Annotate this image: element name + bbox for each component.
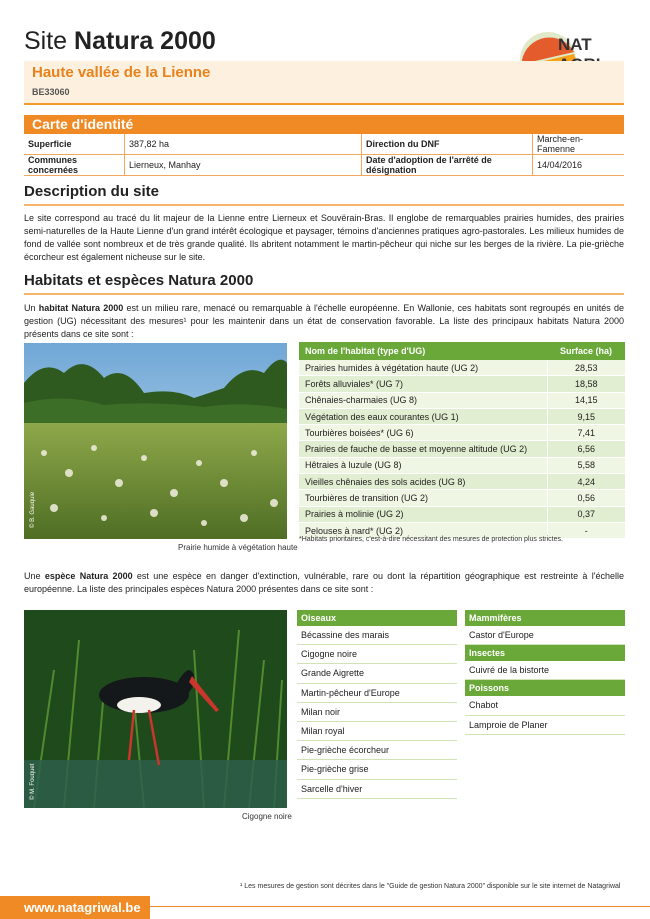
habitat-surface: 5,58 (547, 457, 625, 473)
list-item: Martin-pêcheur d'Europe (297, 684, 457, 703)
site-name: Haute vallée de la Lienne (32, 64, 211, 81)
habitat-surface: 28,53 (547, 360, 625, 376)
divider (150, 906, 650, 907)
identity-table (24, 134, 624, 176)
table-row (299, 408, 625, 424)
header-habitat-name: Nom de l'habitat (type d'UG) (299, 342, 547, 360)
habitat-name: Pelouses à nard* (UG 2) (299, 522, 547, 538)
table-row (299, 474, 625, 490)
black-stork-photo (24, 610, 287, 808)
website-link[interactable]: www.natagriwal.be (24, 900, 141, 915)
table-row (24, 134, 624, 155)
habitats-table (299, 342, 625, 539)
oiseaux-heading: Oiseaux (297, 610, 457, 626)
oiseaux-list (297, 610, 457, 799)
list-item: Milan royal (297, 722, 457, 741)
list-item: Castor d'Europe (465, 626, 625, 645)
habitat-name: Hêtraies à luzule (UG 8) (299, 457, 547, 473)
other-species-list (465, 610, 625, 735)
table-row (299, 392, 625, 408)
svg-text:© B. Gauquie: © B. Gauquie (30, 491, 36, 528)
table-row (299, 360, 625, 376)
table-row (24, 155, 624, 176)
photo-caption: Cigogne noire (242, 812, 292, 821)
page-title: Site Natura 2000 (24, 27, 216, 55)
table-row (299, 457, 625, 473)
photo-caption: Prairie humide à végétation haute (178, 543, 298, 552)
value-communes: Lierneux, Manhay (125, 155, 362, 176)
list-item: Chabot (465, 696, 625, 715)
label-communes: Communes concernées (24, 155, 125, 176)
mammiferes-heading: Mammifères (465, 610, 625, 626)
list-item: Cuivré de la bistorte (465, 661, 625, 680)
label-superficie: Superficie (24, 134, 125, 155)
table-row (299, 490, 625, 506)
habitat-name: Prairies à molinie (UG 2) (299, 506, 547, 522)
habitat-name: Tourbières de transition (UG 2) (299, 490, 547, 506)
list-item: Pie-grièche grise (297, 760, 457, 779)
habitat-surface: 18,58 (547, 376, 625, 392)
habitat-surface: 0,56 (547, 490, 625, 506)
table-header-row (299, 342, 625, 360)
habitat-name: Prairies de fauche de basse et moyenne altitude (UG 2) (299, 441, 547, 457)
list-item: Sarcelle d'hiver (297, 780, 457, 799)
habitat-surface: 4,24 (547, 474, 625, 490)
site-code: BE33060 (32, 87, 70, 97)
habitat-name: Chênaies-charmaies (UG 8) (299, 392, 547, 408)
habitats-intro: Un habitat Natura 2000 est un milieu rare, menacé ou remarquable à l'échelle européenne. En Wallonie, ces habitats sont regroupés en unités de gestion (UG) nécessitant des mesures¹ pour les maintenir dans un état de conservation favorable. La liste des principaux habitats Natura 2000 présents dans ce site sont : (24, 303, 624, 339)
especes-intro: Une espèce Natura 2000 est une espèce en danger d'extinction, vulnérable, rare ou dont la répartition géographique est restreinte à l'échelle européenne. La liste des principales espèces Natura 2000 présentes dans ce site sont : (24, 571, 624, 594)
table-row (299, 441, 625, 457)
habitat-name: Vieilles chênaies des sols acides (UG 8) (299, 474, 547, 490)
value-superficie: 387,82 ha (125, 134, 362, 155)
svg-text:NAT: NAT (558, 35, 592, 54)
habitat-name: Prairies humides à végétation haute (UG 2) (299, 360, 547, 376)
habitat-surface: 9,15 (547, 408, 625, 424)
habitat-surface: 0,37 (547, 506, 625, 522)
footer-note: ¹ Les mesures de gestion sont décrites dans le "Guide de gestion Natura 2000" disponible sur le site internet de Natagriwal (240, 883, 621, 890)
insectes-heading: Insectes (465, 645, 625, 661)
habitat-name: Tourbières boisées* (UG 6) (299, 425, 547, 441)
label-direction: Direction du DNF (362, 134, 533, 155)
habitat-surface: 7,41 (547, 425, 625, 441)
wet-meadow-photo (24, 343, 287, 539)
poissons-heading: Poissons (465, 680, 625, 696)
habitats-heading: Habitats et espèces Natura 2000 (24, 272, 254, 289)
label-date-adoption: Date d'adoption de l'arrêté de désignation (362, 155, 533, 176)
habitats-footnote: *Habitats prioritaires, c'est-à-dire nécessitant des mesures de protection plus strictes. (299, 536, 563, 543)
list-item: Milan noir (297, 703, 457, 722)
habitat-surface: - (547, 522, 625, 538)
habitat-name: Végétation des eaux courantes (UG 1) (299, 408, 547, 424)
value-direction: Marche-en-Famenne (533, 134, 625, 155)
list-item: Grande Aigrette (297, 664, 457, 683)
header-surface: Surface (ha) (547, 342, 625, 360)
value-date-adoption: 14/04/2016 (533, 155, 625, 176)
divider (24, 293, 624, 295)
list-item: Cigogne noire (297, 645, 457, 664)
description-text: Le site correspond au tracé du lit majeur de la Lienne entre Lierneux et Souvërain-Bras. Il englobe de remarquables prairies humides, des prairies semi-naturelles de la Haute Lienne d'un grand intérêt écologique et paysager, témoins d'anciennes pratiques agro-pastorales. Les milieux humides de fond de vallée sont nombreux et de très grande qualité. Ils abritent notamment le martin-pêcheur qui niche sur les berges de la rivière. La pie-grièche écorcheur est également nicheuse sur le site. (24, 213, 624, 262)
table-row (299, 376, 625, 392)
table-row (299, 506, 625, 522)
carte-identite-title: Carte d'identité (32, 116, 134, 132)
list-item: Pie-grièche écorcheur (297, 741, 457, 760)
description-heading: Description du site (24, 183, 160, 200)
list-item: Lamproie de Planer (465, 716, 625, 735)
table-row (299, 425, 625, 441)
habitat-surface: 14,15 (547, 392, 625, 408)
habitat-name: Forêts alluviales* (UG 7) (299, 376, 547, 392)
habitat-surface: 6,56 (547, 441, 625, 457)
divider (24, 204, 624, 206)
svg-text:© M. Fouquet: © M. Fouquet (30, 763, 36, 800)
list-item: Bécassine des marais (297, 626, 457, 645)
